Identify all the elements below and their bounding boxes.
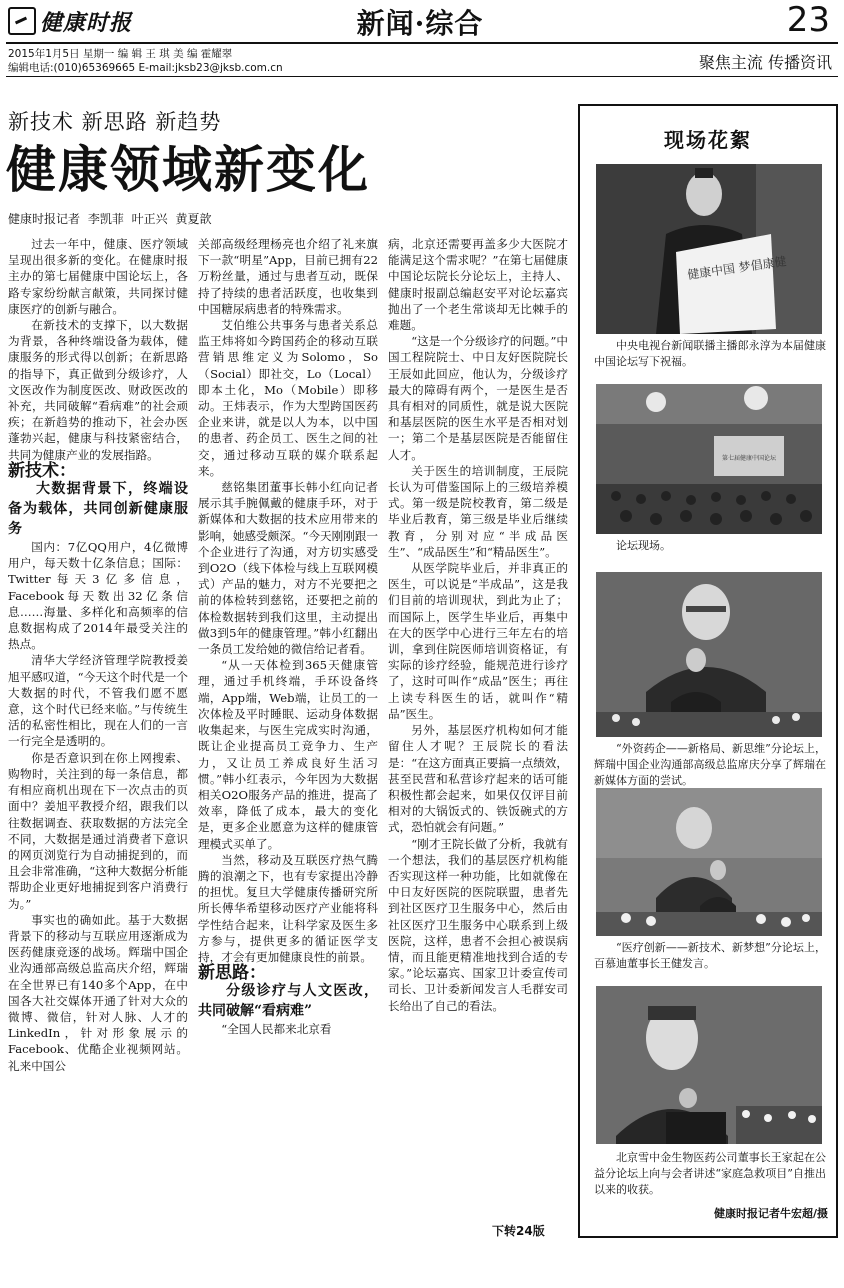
article-column-3: [388, 236, 568, 1014]
section-title: 新闻·综合: [356, 7, 484, 40]
paragraph: “这是一个分级诊疗的问题。”中国工程院院士、中日友好医院院长王辰如此回应，他认为，分级诊疗最大的障碍有两个，一是医生是否具有相对的同质性，就是说大医院和基层医院的医生水平是否相对划一；第二个是基层医院是否能留住人才。: [388, 334, 568, 462]
photo-anchor-signing-image: [596, 164, 822, 334]
byline: 健康时报记者 李凯菲 叶正兴 黄夏歆: [8, 212, 212, 226]
kicker: 新技术 新思路 新趋势: [8, 110, 222, 134]
slogan: 聚焦主流 传播资讯: [698, 53, 832, 72]
section-subtitle-new-tech: 大数据背景下，终端设备为载体，共同创新健康服务: [8, 481, 188, 538]
paragraph: 你是否意识到在你上网搜索、购物时，关注到的每一条信息，都有相应商机出现在下一次点击的页面中？姜旭平教授介绍，跟我们以往数据调查、获取数据的方法完全不同，大数据是通过消费者下意识的网页浏览行为自动捕捉到的，而且会非常准确，“这种大数据分析能帮助企业更好地捕捉到客户消费行为。”: [8, 750, 188, 911]
screen-text: 第七届健康中国论坛: [721, 455, 777, 462]
paragraph: 在新技术的支撑下，以大数据为背景，各种终端设备为载体，健康服务的形式得以创新；在新思路的指导下，真正做到分级诊疗，人文医改作为制度医改、财政医改的补充，共同破解“看病难”的社会顽疾；在新趋势的推动下，社会办医蓬勃兴起，健康与科技紧密结合，共同为健康产业的发展指路。: [8, 318, 188, 462]
photo-caption-2: [594, 538, 826, 554]
paragraph: 过去一年中，健康、医疗领域呈现出很多新的变化。在健康时报主办的第七届健康中国论坛上，各路专家纷纷献言献策，共同探讨健康医疗的创新与融合。: [8, 237, 188, 316]
header-rule-thin: [6, 76, 838, 77]
photo-caption-4: [594, 940, 826, 972]
photo-caption-3: [594, 741, 826, 789]
caption-text: 论坛现场。: [616, 539, 671, 552]
photo-pfizer-speaker-image: [596, 572, 822, 737]
logo-text: 健康时报: [40, 10, 133, 36]
photo-public-welfare-speaker: [596, 986, 822, 1144]
paragraph: 慈铭集团董事长韩小红向记者展示其手腕佩戴的健康手环，对于新媒体和大数据的技术应用带来的影响，她感受颇深。“今天刚刚跟一个企业进行了沟通，对方切实感受到O2O（线下体检与线上互联网模式）产品的魅力，对方不光要把之前的体检转到慈铭，还要把之前的体检数据转到我们这里，主动提出做3到5年的健康管理。”韩小红翻出一条员工发给她的微信给记者看。: [198, 480, 378, 657]
continued-on-page: 下转24版: [492, 1224, 545, 1238]
paragraph: 病，北京还需要再盖多少大医院才能满足这个需求呢？”在第七届健康中国论坛院长分论坛上，主持人、健康时报副总编赵安平对论坛嘉宾抛出了一个老生常谈却无比棘手的难题。: [388, 237, 568, 333]
section-heading-new-tech: 新技术：: [8, 460, 76, 481]
caption-text: 北京雪中金生物医药公司董事长王家起在公益分论坛上向与会者讲述“家庭急救项目”自推出以来的收获。: [594, 1151, 826, 1196]
header-rule: [6, 42, 838, 44]
paragraph: 关部高级经理杨亮也介绍了礼来旗下一款“明星”App，目前已拥有22万粉丝量，通过与患者互动，既保持了持续的患者活跃度，也收集到中国糖尿病患者的特殊需求。: [198, 237, 378, 316]
article-column-2: [198, 236, 378, 1038]
photo-public-welfare-speaker-image: [596, 986, 822, 1144]
photo-pfizer-speaker: [596, 572, 822, 737]
paragraph: 事实也的确如此。基于大数据背景下的移动与互联应用逐渐成为医药健康竞逐的战场。辉瑞中国企业沟通部高级总监高庆介绍，辉瑞在全世界已有140多个App，在中国各大社交媒体开通了针对大众的微博、微信，针对人脉、人才的LinkedIn，针对形象展示的Facebook、优酷企业视频网站。礼来中国公: [8, 912, 188, 1073]
photo-caption-1: [594, 338, 826, 370]
photo-credit: 健康时报记者牛宏超/摄: [713, 1207, 828, 1220]
paragraph: “从一天体检到365天健康管理，通过手机终端，手环设备终端，App端，Web端，让员工的一次体检及平时睡眠、运动身体数据收集起来，与医生完成实时沟通，既让企业提高员工竞争力、生产力，又让员工养成良好生活习惯。”韩小红表示，今年因为大数据相关O2O服务产品的推进，提高了效率，降低了成本，最大的变化是，更多企业愿意为这样的健康管理模式买单了。: [198, 658, 378, 851]
section-subtitle-new-thinking: 分级诊疗与人文医改，共同破解“看病难”: [198, 983, 378, 1020]
headline: 健康领域新变化: [6, 140, 370, 199]
caption-text: “外资药企——新格局、新思维”分论坛上，辉瑞中国企业沟通部高级总监席庆分享了辉瑞在新媒体方面的尝试。: [594, 742, 826, 787]
caption-text: 中央电视台新闻联播主播郎永淳为本届健康中国论坛写下祝福。: [594, 339, 826, 368]
photo-forum-venue-image: [596, 384, 822, 534]
photo-forum-venue: [596, 384, 822, 534]
paragraph: 国内：7亿QQ用户，4亿微博用户，每天数十亿条信息；国际：Twitter每天3亿多信息，Facebook每天数出32亿条信息……海量、多样化和高频率的信息数据构成了2014年最受关注的热点。: [8, 540, 188, 652]
paragraph: 艾伯维公共事务与患者关系总监王炜将如今跨国药企的移动互联营销思维定义为Solomo，So（Social）即社交，Lo（Local）即本土化，Mo（Mobile）即移动。王炜表示，作为大型跨国医药企业来讲，就是以人为本，以中国的患者、药企员工、医生之间的社交，通过移动互联的媒介联系起来。: [198, 318, 378, 478]
caption-text: “医疗创新——新技术、新梦想”分论坛上，百慕迪董事长王健发言。: [594, 941, 826, 970]
paragraph: 清华大学经济管理学院教授姜旭平感叹道，“今天这个时代是一个大数据的时代，不管我们愿不愿意，这个时代已经来临。”与传统生活的私密性相比，现在人们的一言一行完全是透明的。: [8, 653, 188, 749]
section-heading-new-thinking: 新思路：: [198, 963, 266, 984]
contact-line: 编辑电话:(010)65369665 E-mail:jksb23@jksb.com.cn: [8, 62, 283, 74]
masthead-logo: [8, 4, 138, 38]
board-handwriting: 健康中国 梦倡康健: [686, 254, 788, 282]
paragraph: 另外，基层医疗机构如何才能留住人才呢？王辰院长的看法是：“在这方面真正要搞一点绩效，甚至民营和私营诊疗起来的话可能积极性都会起来，如果仅仅评目前相对的大锅饭式的、铁饭碗式的方式，恐怕就会有问题。”: [388, 723, 568, 835]
paragraph: 当然，移动及互联医疗热气腾腾的浪潮之下，也有专家提出冷静的担忧。复旦大学健康传播研究所所长傅华希望移动医疗产业能将科学性结合起来，让科学家及医生多方参与，提供更多的循证医学支持，才会有更加健康良性的前景。: [198, 852, 378, 964]
logo-icon: [8, 7, 36, 35]
photo-caption-5: [594, 1150, 826, 1198]
paragraph: “刚才王院长做了分析，我就有一个想法，我们的基层医疗机构能否实现这样一种功能，比如就像在中日友好医院的医院联盟，患者先到社区医疗卫生服务中心，然后由社区医疗卫生服务中心联系到上级医院，这样，患者不会担心被误病情，而且能更精准地找到合适的专家。”论坛嘉宾、国家卫计委宣传司司长、卫计委新闻发言人毛群安司长给出了自己的看法。: [388, 836, 568, 1013]
photo-medical-innovation-speaker-image: [596, 788, 822, 936]
paragraph: “全国人民都来北京看: [221, 1022, 332, 1037]
page-number: 23: [786, 0, 830, 40]
paragraph: 关于医生的培训制度，王辰院长认为可借鉴国际上的三级培养模式。第一级是院校教育，第二级是毕业后教育，第三级是毕业后继续教育，分别对应“半成品医生”、“成品医生”和“精品医生”。: [388, 463, 568, 559]
sidebar-title: 现场花絮: [664, 128, 752, 152]
photo-medical-innovation-speaker: [596, 788, 822, 936]
paragraph: 从医学院毕业后，并非真正的医生，可以说是“半成品”，这是我们目前的培训现状，到此为止了；而国际上，医学生毕业后，再集中在大的医学中心进行三年左右的培训，拿到住院医师培训资格证，有实际的诊疗经验，能规范进行诊疗了，这时可叫作“成品”医生；再往上读专科医生的话，就叫作“精品”医生。: [388, 561, 568, 721]
date-editor-line: 2015年1月5日 星期一 编 辑 王 琪 美 编 霍耀翠: [8, 48, 233, 60]
photo-anchor-signing: [596, 164, 822, 334]
article-column-1: [8, 236, 188, 1074]
